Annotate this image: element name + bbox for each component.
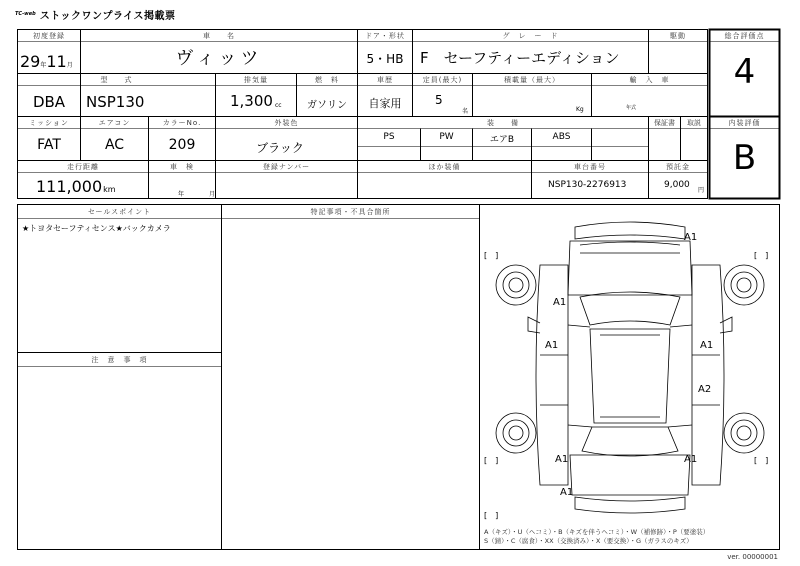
deposit-value: 9,000 xyxy=(664,180,690,190)
damage-mark-right-rear-lower: A1 xyxy=(684,454,698,465)
tc-web-logo: TC-web xyxy=(15,11,36,17)
sales-point-label: セールスポイント xyxy=(87,208,152,216)
inspection-label: 車 検 xyxy=(170,163,194,171)
caution-label: 注 意 事 項 xyxy=(91,356,148,364)
import-model-year: 年式 xyxy=(626,105,637,111)
exterior-color-value: ブラック xyxy=(256,141,304,155)
equipment-pw: PW xyxy=(439,132,454,142)
inspection-month-unit: 月 xyxy=(209,191,216,198)
load-label: 積載量（最大） xyxy=(504,76,560,84)
model-label: 型 式 xyxy=(100,76,133,84)
grade-label: グ レ ー ド xyxy=(502,32,559,40)
model-value: NSP130 xyxy=(86,93,145,111)
overall-score-label: 総合評価点 xyxy=(724,32,765,40)
page-title: ストックワンプライス掲載票 xyxy=(39,10,176,22)
equipment-airbag: エアB xyxy=(489,135,515,145)
capacity-unit: 名 xyxy=(462,108,469,115)
damage-mark-rear-bumper: A1 xyxy=(560,487,574,498)
interior-score-value: B xyxy=(732,138,757,178)
bracket-rear-left: [ ] xyxy=(484,456,499,465)
damage-mark-left-rear: A1 xyxy=(555,454,569,465)
overall-score-value: 4 xyxy=(733,52,756,92)
grade-value: F セーフティーエディション xyxy=(420,49,620,67)
exterior-color-label: 外装色 xyxy=(274,119,299,127)
chassis-label: 車台番号 xyxy=(574,163,606,171)
legend-line-1: A（キズ）・U（ヘコミ）・B（キズを伴うヘコミ）・W（補修跡）・P（要塗装） xyxy=(484,528,710,536)
deposit-unit: 円 xyxy=(698,187,705,194)
displacement-value xyxy=(230,92,296,110)
first-reg-month: 11 xyxy=(46,52,67,71)
notes-label: 特記事項・不具合箇所 xyxy=(310,208,391,216)
fuel-label: 燃 料 xyxy=(315,76,339,84)
damage-mark-right-door: A1 xyxy=(700,340,714,351)
mileage-unit: km xyxy=(103,185,116,194)
mission-label: ミッション xyxy=(29,119,69,127)
color-no-label: カラーNo. xyxy=(162,119,202,127)
displacement-number: 1,300 xyxy=(230,92,273,110)
car-damage-diagram xyxy=(480,205,779,549)
plate-label: 登録ナンバー xyxy=(262,163,311,171)
first-reg-value xyxy=(20,45,80,71)
car-name-label: 車 名 xyxy=(203,32,235,40)
mileage-label: 走行距離 xyxy=(67,163,99,171)
manual-label: 取説 xyxy=(687,119,701,127)
mission-value: FAT xyxy=(37,137,61,153)
damage-mark-left-door: A1 xyxy=(545,340,559,351)
interior-score-label: 内装評価 xyxy=(728,119,761,127)
color-no-value: 209 xyxy=(168,137,196,153)
equipment-abs: ABS xyxy=(552,132,571,142)
chassis-value: NSP130-2276913 xyxy=(548,180,627,190)
car-name-value: ヴィッツ xyxy=(175,48,263,69)
deposit-label: 預託金 xyxy=(666,163,690,171)
version-label: ver. 00000001 xyxy=(727,553,778,561)
bracket-front-left: [ ] xyxy=(484,251,499,260)
fuel-value: ガソリン xyxy=(307,100,347,111)
inspection-year-unit: 年 xyxy=(178,191,185,198)
model-prefix-value: DBA xyxy=(32,93,66,111)
mileage-value xyxy=(36,177,148,196)
warranty-label: 保証書 xyxy=(654,119,675,127)
first-reg-year: 29 xyxy=(20,52,41,71)
equipment-ps: PS xyxy=(383,132,395,142)
aircon-label: エアコン xyxy=(98,119,131,127)
equipment-label: 装 備 xyxy=(487,119,519,127)
sales-point-text: ★トヨタセーフティセンス★バックカメラ xyxy=(22,224,171,233)
capacity-label: 定員(最大) xyxy=(422,76,463,84)
displacement-label: 排気量 xyxy=(244,76,268,84)
first-reg-month-unit: 月 xyxy=(66,62,73,69)
history-value: 自家用 xyxy=(368,97,402,110)
door-shape-value: 5・HB xyxy=(366,52,404,66)
displacement-unit: cc xyxy=(274,102,282,109)
first-reg-label: 初度登録 xyxy=(33,32,65,40)
damage-mark-right-rear: A2 xyxy=(698,384,712,395)
import-label: 輸 入 車 xyxy=(629,76,670,84)
other-equip-label: ほか装備 xyxy=(428,163,461,171)
legend-line-2: S（錆）・C（腐食）・XX（交換済み）・X（要交換）・G（ガラスのキズ） xyxy=(484,537,693,545)
history-label: 車歴 xyxy=(377,76,393,84)
bracket-rear-right: [ ] xyxy=(754,456,769,465)
bracket-bottom-left: [ ] xyxy=(484,511,499,520)
damage-legend xyxy=(484,528,776,546)
damage-mark-front-right: A1 xyxy=(684,232,698,243)
aircon-value: AC xyxy=(104,137,125,153)
capacity-value: 5 xyxy=(435,93,443,107)
first-reg-year-unit: 年 xyxy=(40,62,47,69)
bracket-front-right: [ ] xyxy=(754,251,769,260)
mileage-number: 111,000 xyxy=(36,177,103,196)
drive-label: 駆動 xyxy=(670,32,686,40)
damage-mark-left-front: A1 xyxy=(553,297,567,308)
load-unit: Kg xyxy=(576,106,584,113)
door-shape-label: ドア・形状 xyxy=(365,32,405,40)
